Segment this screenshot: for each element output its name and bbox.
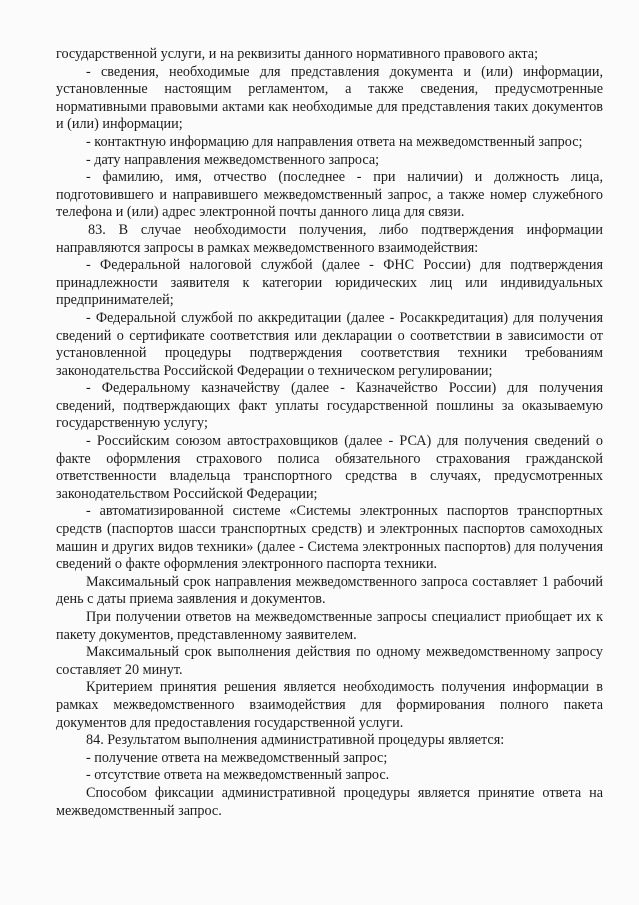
paragraph-2: - сведения, необходимые для представления документа и (или) информации, установленные настоящим регламентом, а также сведения, предусмотренные нормативными правовыми актами как необходимые для представления таких документов и (или) информации; bbox=[56, 63, 603, 133]
paragraph-7: - Федеральной налоговой службой (далее - ФНС России) для подтверждения принадлежности заявителя к категории юридических лиц или индивидуальных предпринимателей; bbox=[56, 257, 603, 309]
paragraph-17: - получение ответа на межведомственный запрос; bbox=[86, 749, 388, 766]
paragraph-8: - Федеральной службой по аккредитации (далее - Росаккредитация) для получения сведений о сертификате соответствия или декларации о соответствии в зависимости от установленной процедуры подтверждения соответствия техники требованиям законодательства Российской Федерации о техническом регулировании; bbox=[56, 309, 603, 379]
paragraph-19: Способом фиксации административной процедуры является принятие ответа на межведомственный запрос. bbox=[56, 784, 603, 819]
paragraph-10: - Российским союзом автостраховщиков (далее - РСА) для получения сведений о факте оформления страхового полиса обязательного страхования гражданской ответственности владельца транспортного средства в случаях, предусмотренных законодательством Российской Федерации; bbox=[56, 433, 603, 502]
paragraph-3: - контактную информацию для направления ответа на межведомственный запрос; bbox=[86, 133, 583, 150]
paragraph-15: Критерием принятия решения является необходимость получения информации в рамках межведомственного взаимодействия для формирования полного пакета документов для предоставления государственной услуги. bbox=[56, 679, 603, 731]
paragraph-11: - автоматизированной системе «Системы электронных паспортов транспортных средств (паспортов шасси транспортных средств) и электронных паспортов самоходных машин и других видов техники» (далее - Система электронных паспортов) для получения сведений о факте оформления электронного паспорта техники. bbox=[56, 503, 603, 573]
paragraph-18: - отсутствие ответа на межведомственный запрос. bbox=[86, 767, 390, 784]
paragraph-12: Максимальный срок направления межведомственного запроса составляет 1 рабочий день с даты приема заявления и документов. bbox=[56, 573, 603, 608]
paragraph-9: - Федеральному казначейству (далее - Казначейство России) для получения сведений, подтверждающих факт уплаты государственной пошлины за оказываемую государственную услугу; bbox=[56, 380, 603, 432]
paragraph-14: Максимальный срок выполнения действия по одному межведомственному запросу составляет 20 минут. bbox=[56, 644, 603, 678]
paragraph-16: 84. Результатом выполнения административной процедуры является: bbox=[86, 732, 505, 749]
paragraph-13: При получении ответов на межведомственные запросы специалист приобщает их к пакету документов, представленному заявителем. bbox=[56, 609, 603, 643]
paragraph-1: государственной услуги, и на реквизиты данного нормативного правового акта; bbox=[56, 46, 539, 62]
paragraph-6: 83. В случае необходимости получения, либо подтверждения информации направляются запросы в рамках межведомственного взаимодействия: bbox=[56, 221, 603, 256]
paragraph-5: - фамилию, имя, отчество (последнее - при наличии) и должность лица, подготовившего и направившего межведомственный запрос, а также номер служебного телефона и (или) адрес электронной почты данного лица для связи. bbox=[56, 169, 603, 221]
paragraph-4: - дату направления межведомственного запроса; bbox=[86, 151, 380, 168]
